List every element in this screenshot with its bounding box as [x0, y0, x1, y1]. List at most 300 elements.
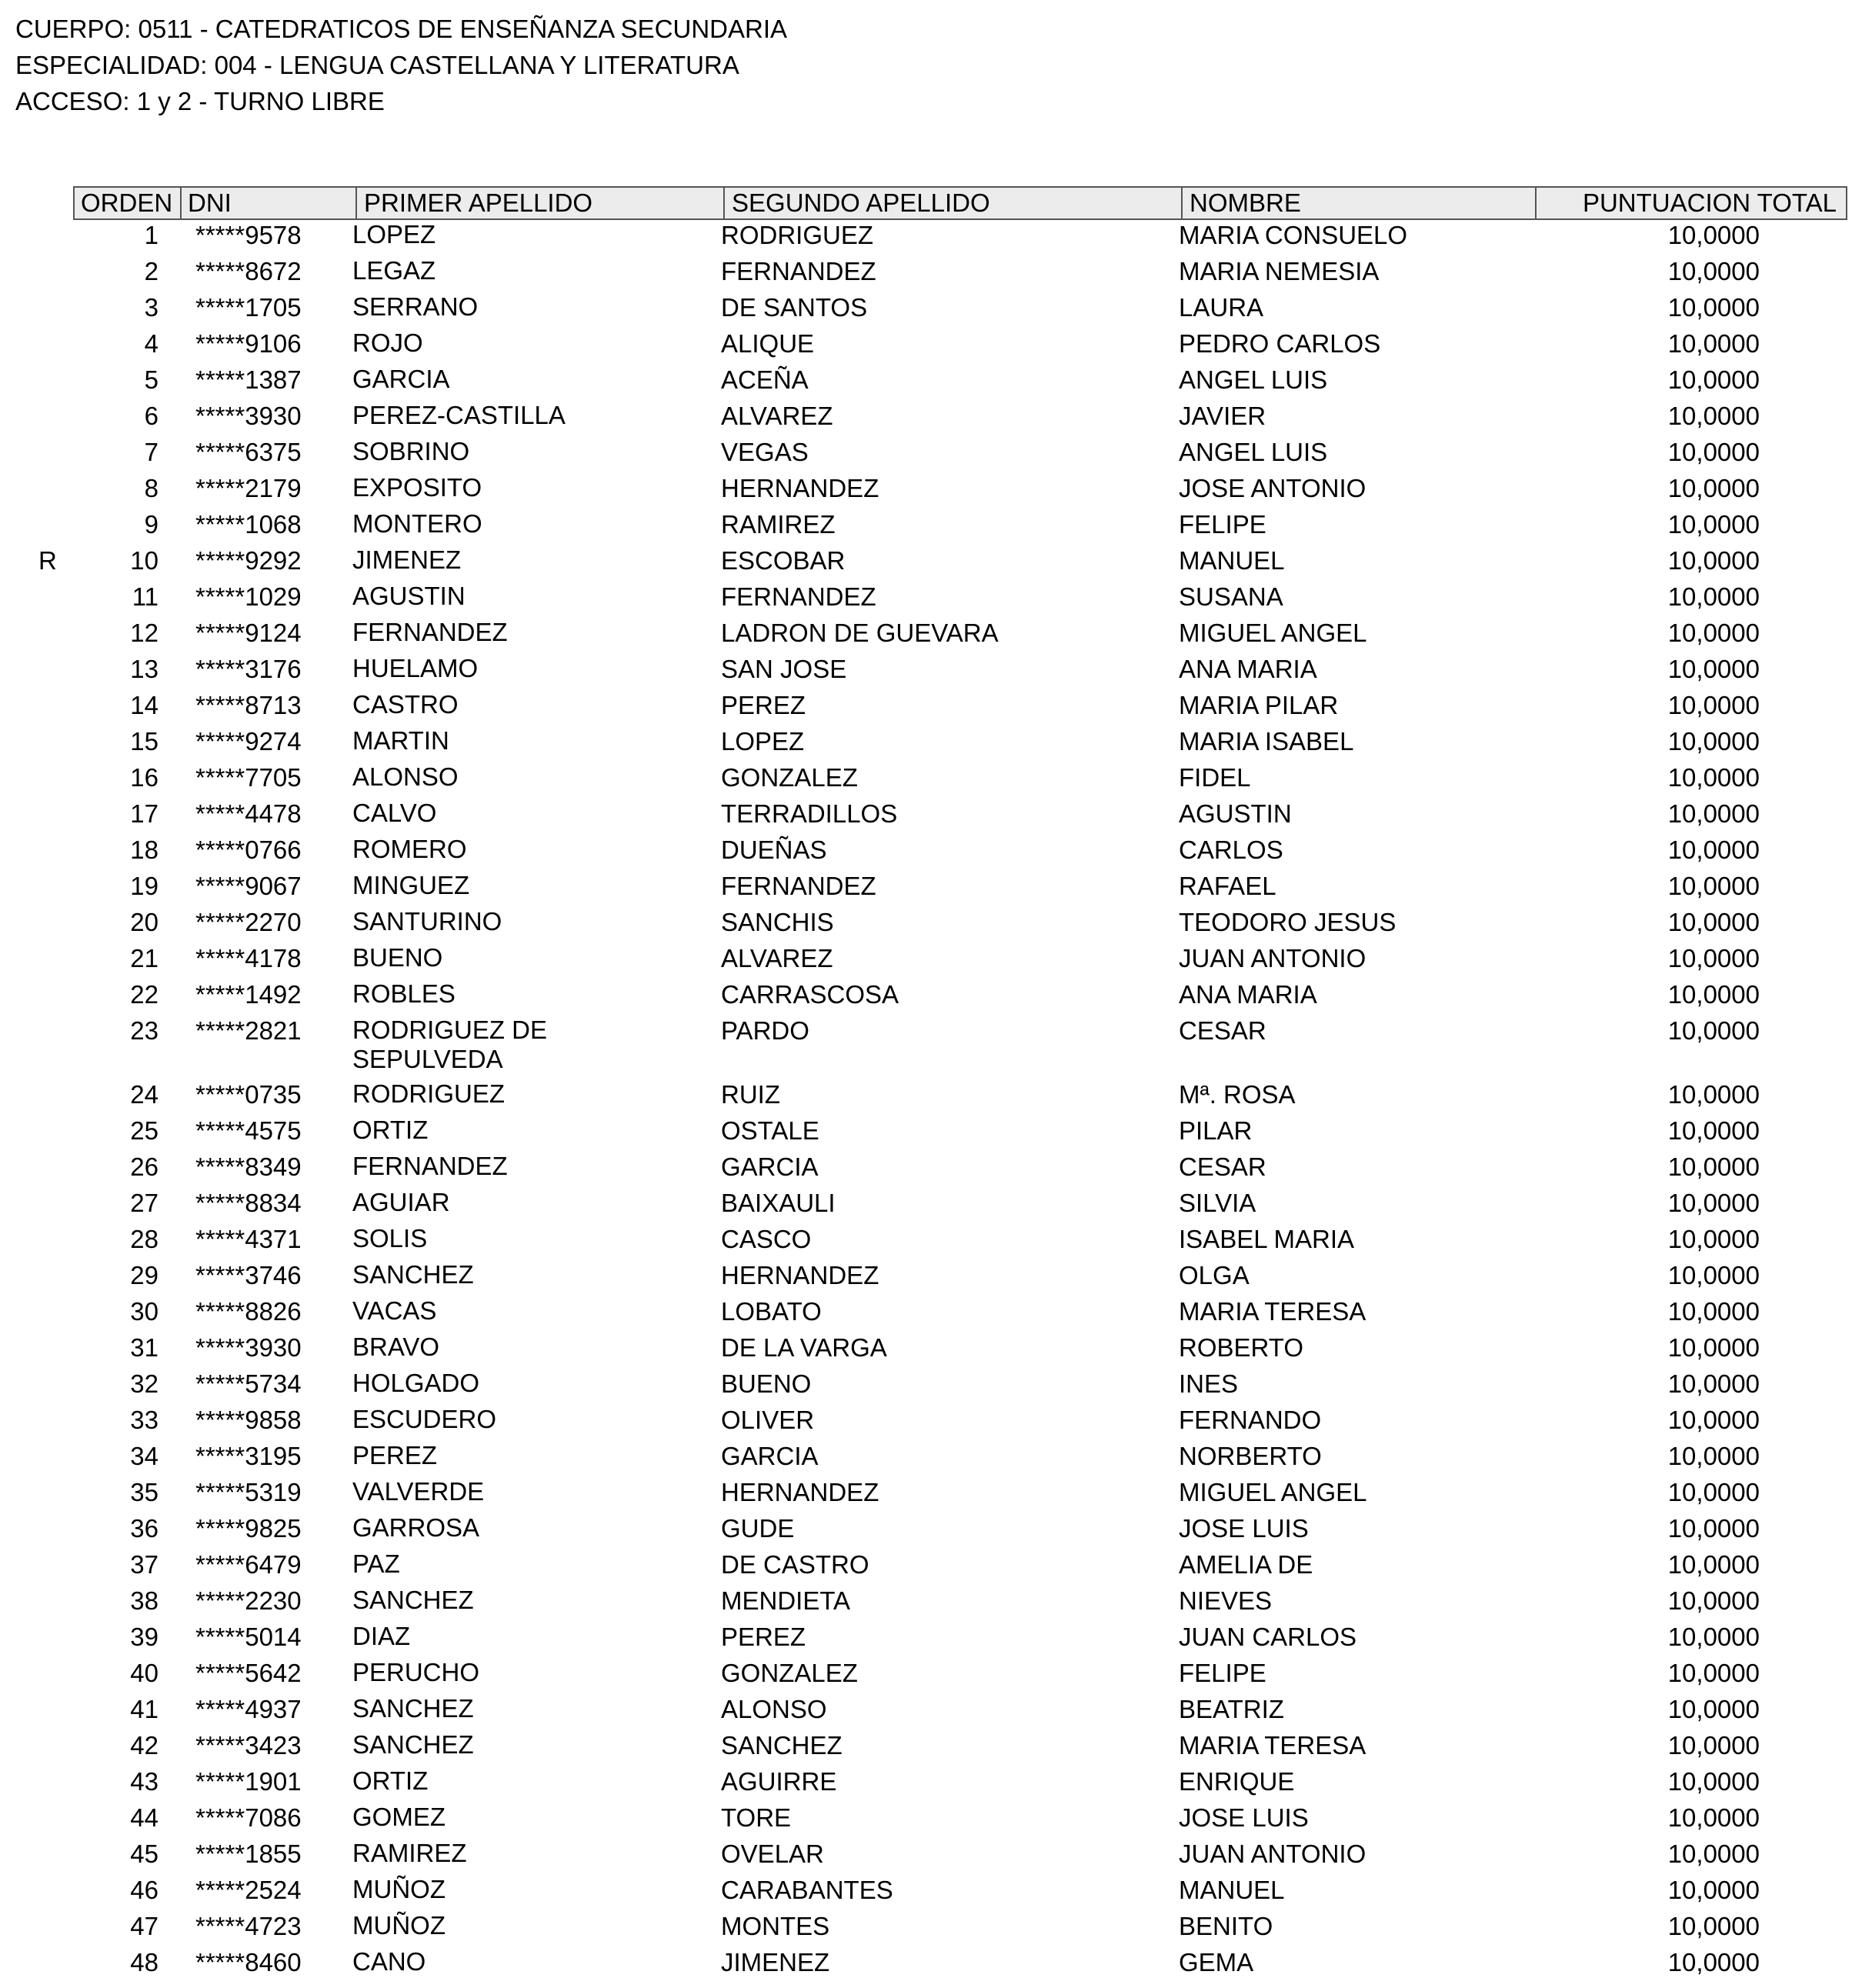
table-row	[0, 726, 1862, 762]
primer-apellido-cell: LOPEZ	[352, 220, 436, 248]
dni-cell: *****2179	[195, 474, 302, 502]
table-row	[0, 1079, 1862, 1116]
dni-cell: *****4575	[195, 1116, 302, 1145]
results-table-body	[0, 220, 1862, 1983]
table-row	[0, 1296, 1862, 1333]
segundo-apellido-cell: GARCIA	[721, 1442, 819, 1470]
orden-cell: 30	[130, 1297, 159, 1326]
primer-apellido-cell: MONTERO	[352, 509, 482, 538]
segundo-apellido-cell: CARABANTES	[721, 1876, 893, 1904]
table-row	[0, 329, 1862, 365]
dni-cell: *****5319	[195, 1478, 302, 1506]
orden-cell: 13	[130, 655, 159, 683]
puntuacion-cell: 10,0000	[1667, 1297, 1760, 1326]
nombre-cell: GEMA	[1179, 1948, 1254, 1976]
table-row	[0, 256, 1862, 292]
dni-cell: *****4723	[195, 1912, 302, 1940]
dni-cell: *****7705	[195, 763, 302, 792]
orden-cell: 20	[130, 908, 159, 936]
table-row	[0, 1016, 1862, 1079]
dni-cell: *****4178	[195, 944, 302, 972]
table-row	[0, 1152, 1862, 1188]
segundo-apellido-cell: OVELAR	[721, 1840, 824, 1868]
segundo-apellido-cell: ALIQUE	[721, 329, 815, 358]
table-row	[0, 1730, 1862, 1766]
dni-cell: *****9578	[195, 221, 302, 249]
segundo-apellido-cell: DE LA VARGA	[721, 1333, 887, 1362]
puntuacion-cell: 10,0000	[1667, 1189, 1760, 1217]
puntuacion-cell: 10,0000	[1667, 1840, 1760, 1868]
primer-apellido-cell: FERNANDEZ	[352, 618, 508, 646]
nombre-cell: BENITO	[1179, 1912, 1273, 1940]
puntuacion-cell: 10,0000	[1667, 1225, 1760, 1253]
nombre-cell: JUAN CARLOS	[1179, 1623, 1357, 1651]
column-header-dni: DNI	[188, 188, 232, 217]
primer-apellido-cell: GOMEZ	[352, 1803, 445, 1831]
orden-cell: 19	[130, 872, 159, 900]
puntuacion-cell: 10,0000	[1667, 908, 1760, 936]
column-divider	[180, 188, 182, 218]
puntuacion-cell: 10,0000	[1667, 510, 1760, 539]
dni-cell: *****9858	[195, 1406, 302, 1434]
table-row	[0, 220, 1862, 256]
segundo-apellido-cell: SAN JOSE	[721, 655, 847, 683]
segundo-apellido-cell: GARCIA	[721, 1152, 819, 1181]
dni-cell: *****9274	[195, 727, 302, 756]
dni-cell: *****2524	[195, 1876, 302, 1904]
nombre-cell: MANUEL	[1179, 546, 1285, 575]
puntuacion-cell: 10,0000	[1667, 1152, 1760, 1181]
orden-cell: 46	[130, 1876, 159, 1904]
nombre-cell: JUAN ANTONIO	[1179, 944, 1366, 972]
nombre-cell: ISABEL MARIA	[1179, 1225, 1355, 1253]
puntuacion-cell: 10,0000	[1667, 836, 1760, 864]
table-row	[0, 618, 1862, 654]
nombre-cell: OLGA	[1179, 1261, 1250, 1289]
table-row	[0, 365, 1862, 401]
nombre-cell: MARIA TERESA	[1179, 1731, 1366, 1760]
nombre-cell: INES	[1179, 1369, 1239, 1398]
segundo-apellido-cell: DUEÑAS	[721, 836, 827, 864]
dni-cell: *****2230	[195, 1586, 302, 1615]
nombre-cell: MARIA ISABEL	[1179, 727, 1354, 756]
nombre-cell: RAFAEL	[1179, 872, 1276, 900]
puntuacion-cell: 10,0000	[1667, 1080, 1760, 1109]
table-row	[0, 1875, 1862, 1911]
table-row	[0, 871, 1862, 907]
orden-cell: 29	[130, 1261, 159, 1289]
table-row	[0, 1477, 1862, 1513]
orden-cell: 2	[144, 257, 159, 285]
column-header-nombre: NOMBRE	[1190, 188, 1301, 217]
segundo-apellido-cell: LOBATO	[721, 1297, 822, 1326]
puntuacion-cell: 10,0000	[1667, 799, 1760, 828]
column-header-puntuacion-total: PUNTUACION TOTAL	[1582, 188, 1837, 217]
puntuacion-cell: 10,0000	[1667, 944, 1760, 972]
nombre-cell: LAURA	[1179, 293, 1264, 322]
table-row	[0, 1116, 1862, 1152]
segundo-apellido-cell: RODRIGUEZ	[721, 221, 873, 249]
primer-apellido-cell: MINGUEZ	[352, 871, 470, 899]
puntuacion-cell: 10,0000	[1667, 655, 1760, 683]
segundo-apellido-cell: DE SANTOS	[721, 293, 868, 322]
dni-cell: *****6479	[195, 1550, 302, 1579]
primer-apellido-cell: CANO	[352, 1947, 426, 1976]
primer-apellido-cell: JIMENEZ	[352, 545, 462, 574]
orden-cell: 1	[144, 221, 159, 249]
nombre-cell: CARLOS	[1179, 836, 1283, 864]
table-row	[0, 1549, 1862, 1586]
puntuacion-cell: 10,0000	[1667, 546, 1760, 575]
puntuacion-cell: 10,0000	[1667, 980, 1760, 1009]
orden-cell: 18	[130, 836, 159, 864]
dni-cell: *****3746	[195, 1261, 302, 1289]
puntuacion-cell: 10,0000	[1667, 1016, 1760, 1045]
segundo-apellido-cell: FERNANDEZ	[721, 872, 876, 900]
table-header	[73, 186, 1847, 220]
column-divider	[355, 188, 357, 218]
orden-cell: 47	[130, 1912, 159, 1940]
primer-apellido-cell: SANCHEZ	[352, 1694, 474, 1723]
nombre-cell: FERNANDO	[1179, 1406, 1322, 1434]
orden-cell: 28	[130, 1225, 159, 1253]
primer-apellido-cell: SANTURINO	[352, 907, 502, 936]
nombre-cell: ANGEL LUIS	[1179, 365, 1328, 394]
nombre-cell: CESAR	[1179, 1016, 1266, 1045]
segundo-apellido-cell: LOPEZ	[721, 727, 805, 756]
primer-apellido-cell: CALVO	[352, 799, 437, 827]
dni-cell: *****1068	[195, 510, 302, 539]
segundo-apellido-cell: TORE	[721, 1803, 792, 1832]
table-row	[0, 1513, 1862, 1549]
table-row	[0, 582, 1862, 618]
orden-cell: 48	[130, 1948, 159, 1976]
dni-cell: *****6375	[195, 438, 302, 466]
orden-cell: 16	[130, 763, 159, 792]
segundo-apellido-cell: VEGAS	[721, 438, 809, 466]
dni-cell: *****8672	[195, 257, 302, 285]
table-row	[0, 762, 1862, 799]
dni-cell: *****5014	[195, 1623, 302, 1651]
nombre-cell: ENRIQUE	[1179, 1767, 1295, 1796]
nombre-cell: JOSE ANTONIO	[1179, 474, 1366, 502]
primer-apellido-cell: FERNANDEZ	[352, 1152, 508, 1180]
segundo-apellido-cell: SANCHEZ	[721, 1731, 843, 1760]
orden-cell: 31	[130, 1333, 159, 1362]
primer-apellido-cell: AGUIAR	[352, 1188, 450, 1216]
segundo-apellido-cell: RAMIREZ	[721, 510, 836, 539]
orden-cell: 26	[130, 1152, 159, 1181]
row-flag: R	[38, 546, 57, 575]
especialidad-line: ESPECIALIDAD: 004 - LENGUA CASTELLANA Y LITERATURA	[15, 51, 739, 79]
primer-apellido-cell: ROBLES	[352, 979, 455, 1008]
segundo-apellido-cell: MONTES	[721, 1912, 830, 1940]
table-row	[0, 1766, 1862, 1803]
nombre-cell: MARIA CONSUELO	[1179, 221, 1408, 249]
orden-cell: 36	[130, 1514, 159, 1543]
orden-cell: 6	[144, 402, 159, 430]
primer-apellido-cell: RODRIGUEZ DE SEPULVEDA	[352, 1016, 548, 1073]
dni-cell: *****8460	[195, 1948, 302, 1976]
table-row	[0, 473, 1862, 509]
puntuacion-cell: 10,0000	[1667, 763, 1760, 792]
puntuacion-cell: 10,0000	[1667, 1406, 1760, 1434]
segundo-apellido-cell: CASCO	[721, 1225, 812, 1253]
primer-apellido-cell: RAMIREZ	[352, 1839, 467, 1867]
primer-apellido-cell: ESCUDERO	[352, 1405, 497, 1433]
table-row	[0, 1911, 1862, 1947]
puntuacion-cell: 10,0000	[1667, 474, 1760, 502]
puntuacion-cell: 10,0000	[1667, 1261, 1760, 1289]
primer-apellido-cell: SOBRINO	[352, 437, 470, 465]
puntuacion-cell: 10,0000	[1667, 1333, 1760, 1362]
orden-cell: 27	[130, 1189, 159, 1217]
primer-apellido-cell: MUÑOZ	[352, 1911, 445, 1940]
primer-apellido-cell: HOLGADO	[352, 1369, 480, 1397]
puntuacion-cell: 10,0000	[1667, 221, 1760, 249]
orden-cell: 3	[144, 293, 159, 322]
orden-cell: 9	[144, 510, 159, 539]
primer-apellido-cell: PEREZ	[352, 1441, 438, 1469]
segundo-apellido-cell: HERNANDEZ	[721, 1478, 879, 1506]
segundo-apellido-cell: ACEÑA	[721, 365, 809, 394]
segundo-apellido-cell: PEREZ	[721, 1623, 806, 1651]
puntuacion-cell: 10,0000	[1667, 727, 1760, 756]
segundo-apellido-cell: LADRON DE GUEVARA	[721, 619, 999, 647]
puntuacion-cell: 10,0000	[1667, 1514, 1760, 1543]
orden-cell: 7	[144, 438, 159, 466]
orden-cell: 39	[130, 1623, 159, 1651]
document-header	[15, 11, 787, 119]
table-row	[0, 545, 1862, 582]
orden-cell: 15	[130, 727, 159, 756]
dni-cell: *****3176	[195, 655, 302, 683]
primer-apellido-cell: PAZ	[352, 1549, 400, 1578]
nombre-cell: MARIA NEMESIA	[1179, 257, 1380, 285]
primer-apellido-cell: SANCHEZ	[352, 1586, 474, 1614]
dni-cell: *****1705	[195, 293, 302, 322]
dni-cell: *****9106	[195, 329, 302, 358]
table-row	[0, 1224, 1862, 1260]
orden-cell: 44	[130, 1803, 159, 1832]
segundo-apellido-cell: JIMENEZ	[721, 1948, 830, 1976]
dni-cell: *****1029	[195, 582, 302, 611]
table-row	[0, 943, 1862, 979]
nombre-cell: AGUSTIN	[1179, 799, 1292, 828]
orden-cell: 45	[130, 1840, 159, 1868]
segundo-apellido-cell: OSTALE	[721, 1116, 819, 1145]
nombre-cell: ANA MARIA	[1179, 655, 1317, 683]
nombre-cell: JOSE LUIS	[1179, 1514, 1309, 1543]
segundo-apellido-cell: ALVAREZ	[721, 944, 833, 972]
segundo-apellido-cell: ESCOBAR	[721, 546, 846, 575]
nombre-cell: JOSE LUIS	[1179, 1803, 1309, 1832]
nombre-cell: JUAN ANTONIO	[1179, 1840, 1366, 1868]
orden-cell: 32	[130, 1369, 159, 1398]
segundo-apellido-cell: OLIVER	[721, 1406, 815, 1434]
primer-apellido-cell: AGUSTIN	[352, 582, 466, 610]
segundo-apellido-cell: BAIXAULI	[721, 1189, 836, 1217]
segundo-apellido-cell: GONZALEZ	[721, 763, 858, 792]
segundo-apellido-cell: AGUIRRE	[721, 1767, 837, 1796]
nombre-cell: ANA MARIA	[1179, 980, 1317, 1009]
orden-cell: 34	[130, 1442, 159, 1470]
primer-apellido-cell: MUÑOZ	[352, 1875, 445, 1903]
primer-apellido-cell: EXPOSITO	[352, 473, 482, 502]
table-row	[0, 799, 1862, 835]
puntuacion-cell: 10,0000	[1667, 872, 1760, 900]
cuerpo-line: CUERPO: 0511 - CATEDRATICOS DE ENSEÑANZA SECUNDARIA	[15, 15, 788, 43]
primer-apellido-cell: LEGAZ	[352, 256, 436, 285]
nombre-cell: TEODORO JESUS	[1179, 908, 1396, 936]
orden-cell: 14	[130, 691, 159, 719]
primer-apellido-cell: PERUCHO	[352, 1658, 480, 1686]
dni-cell: *****3930	[195, 402, 302, 430]
puntuacion-cell: 10,0000	[1667, 1623, 1760, 1651]
segundo-apellido-cell: PARDO	[721, 1016, 809, 1045]
table-row	[0, 1260, 1862, 1296]
orden-cell: 10	[130, 546, 159, 575]
nombre-cell: ANGEL LUIS	[1179, 438, 1328, 466]
primer-apellido-cell: GARCIA	[352, 365, 450, 393]
table-row	[0, 292, 1862, 329]
dni-cell: *****2270	[195, 908, 302, 936]
dni-cell: *****9067	[195, 872, 302, 900]
orden-cell: 22	[130, 980, 159, 1009]
dni-cell: *****2821	[195, 1016, 302, 1045]
orden-cell: 42	[130, 1731, 159, 1760]
puntuacion-cell: 10,0000	[1667, 329, 1760, 358]
table-row	[0, 1333, 1862, 1369]
table-row	[0, 907, 1862, 943]
segundo-apellido-cell: SANCHIS	[721, 908, 834, 936]
orden-cell: 37	[130, 1550, 159, 1579]
dni-cell: *****1901	[195, 1767, 302, 1796]
dni-cell: *****3930	[195, 1333, 302, 1362]
orden-cell: 24	[130, 1080, 159, 1109]
dni-cell: *****5642	[195, 1659, 302, 1687]
primer-apellido-cell: SANCHEZ	[352, 1730, 474, 1759]
nombre-cell: SUSANA	[1179, 582, 1283, 611]
nombre-cell: NIEVES	[1179, 1586, 1273, 1615]
primer-apellido-cell: VALVERDE	[352, 1477, 485, 1506]
puntuacion-cell: 10,0000	[1667, 365, 1760, 394]
primer-apellido-cell: BUENO	[352, 943, 443, 972]
segundo-apellido-cell: ALVAREZ	[721, 402, 833, 430]
orden-cell: 8	[144, 474, 159, 502]
orden-cell: 4	[144, 329, 159, 358]
column-header-segundo-apellido: SEGUNDO APELLIDO	[732, 188, 990, 217]
dni-cell: *****3195	[195, 1442, 302, 1470]
puntuacion-cell: 10,0000	[1667, 1767, 1760, 1796]
nombre-cell: ROBERTO	[1179, 1333, 1303, 1362]
puntuacion-cell: 10,0000	[1667, 257, 1760, 285]
table-row	[0, 1441, 1862, 1477]
dni-cell: *****1387	[195, 365, 302, 394]
dni-cell: *****5734	[195, 1369, 302, 1398]
segundo-apellido-cell: TERRADILLOS	[721, 799, 898, 828]
segundo-apellido-cell: MENDIETA	[721, 1586, 851, 1615]
puntuacion-cell: 10,0000	[1667, 402, 1760, 430]
acceso-line: ACCESO: 1 y 2 - TURNO LIBRE	[15, 87, 385, 115]
nombre-cell: FIDEL	[1179, 763, 1251, 792]
puntuacion-cell: 10,0000	[1667, 1550, 1760, 1579]
segundo-apellido-cell: FERNANDEZ	[721, 257, 876, 285]
table-row	[0, 690, 1862, 726]
segundo-apellido-cell: GUDE	[721, 1514, 795, 1543]
table-row	[0, 1188, 1862, 1224]
primer-apellido-cell: ROMERO	[352, 835, 467, 863]
nombre-cell: NORBERTO	[1179, 1442, 1322, 1470]
orden-cell: 33	[130, 1406, 159, 1434]
nombre-cell: FELIPE	[1179, 1659, 1266, 1687]
table-row	[0, 401, 1862, 437]
column-divider	[723, 188, 725, 218]
primer-apellido-cell: PEREZ-CASTILLA	[352, 401, 566, 429]
segundo-apellido-cell: ALONSO	[721, 1695, 827, 1723]
primer-apellido-cell: DIAZ	[352, 1622, 411, 1650]
puntuacion-cell: 10,0000	[1667, 1876, 1760, 1904]
dni-cell: *****7086	[195, 1803, 302, 1832]
puntuacion-cell: 10,0000	[1667, 1803, 1760, 1832]
puntuacion-cell: 10,0000	[1667, 1369, 1760, 1398]
orden-cell: 25	[130, 1116, 159, 1145]
orden-cell: 35	[130, 1478, 159, 1506]
nombre-cell: MIGUEL ANGEL	[1179, 1478, 1367, 1506]
orden-cell: 23	[130, 1016, 159, 1045]
nombre-cell: AMELIA DE	[1179, 1550, 1313, 1579]
column-divider	[1181, 188, 1183, 218]
dni-cell: *****0735	[195, 1080, 302, 1109]
orden-cell: 12	[130, 619, 159, 647]
puntuacion-cell: 10,0000	[1667, 1659, 1760, 1687]
segundo-apellido-cell: HERNANDEZ	[721, 474, 879, 502]
orden-cell: 38	[130, 1586, 159, 1615]
puntuacion-cell: 10,0000	[1667, 1695, 1760, 1723]
orden-cell: 11	[132, 582, 159, 611]
puntuacion-cell: 10,0000	[1667, 1948, 1760, 1976]
orden-cell: 21	[130, 944, 159, 972]
primer-apellido-cell: SERRANO	[352, 292, 479, 321]
table-row	[0, 1694, 1862, 1730]
puntuacion-cell: 10,0000	[1667, 582, 1760, 611]
nombre-cell: PEDRO CARLOS	[1179, 329, 1381, 358]
orden-cell: 5	[144, 365, 159, 394]
puntuacion-cell: 10,0000	[1667, 293, 1760, 322]
nombre-cell: MIGUEL ANGEL	[1179, 619, 1367, 647]
primer-apellido-cell: RODRIGUEZ	[352, 1079, 505, 1108]
table-row	[0, 509, 1862, 545]
dni-cell: *****4371	[195, 1225, 302, 1253]
dni-cell: *****8713	[195, 691, 302, 719]
orden-cell: 40	[130, 1659, 159, 1687]
segundo-apellido-cell: HERNANDEZ	[721, 1261, 879, 1289]
nombre-cell: Mª. ROSA	[1179, 1080, 1296, 1109]
table-row	[0, 1622, 1862, 1658]
column-header-orden: ORDEN	[81, 188, 173, 217]
column-header-primer-apellido: PRIMER APELLIDO	[364, 188, 593, 217]
puntuacion-cell: 10,0000	[1667, 438, 1760, 466]
nombre-cell: PILAR	[1179, 1116, 1253, 1145]
table-row	[0, 835, 1862, 871]
segundo-apellido-cell: DE CASTRO	[721, 1550, 869, 1579]
puntuacion-cell: 10,0000	[1667, 691, 1760, 719]
nombre-cell: MARIA PILAR	[1179, 691, 1339, 719]
dni-cell: *****4478	[195, 799, 302, 828]
primer-apellido-cell: GARROSA	[352, 1513, 480, 1542]
table-row	[0, 1586, 1862, 1622]
puntuacion-cell: 10,0000	[1667, 1912, 1760, 1940]
